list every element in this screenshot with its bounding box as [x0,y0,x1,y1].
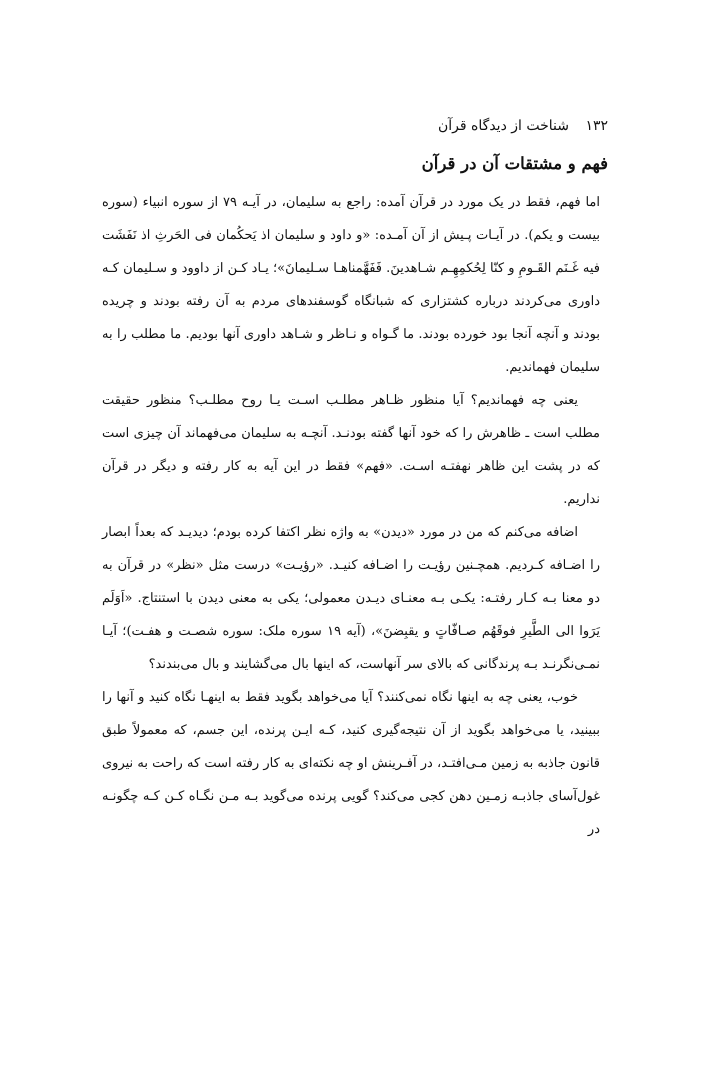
book-title: شناخت از دیدگاه قرآن [438,118,569,134]
paragraph-2: یعنی چه فهماندیم؟ آیا منظور ظـاهر مطلـب اسـت یـا روح مطلـب؟ منظور حقیقت مطلب است ـ ظاهرش را که خود آنها گفته بودنـد. آنچـه به سلیمان می‌فهماند آن چیزی است که در پشت این ظاهر نهفتـه اسـت. «فهم» فقط در این آیه به کار رفته و دیگر در قرآن نداریم. [102,393,600,507]
running-header [438,118,608,134]
body-text [102,186,600,846]
page-number: ۱۳۲ [585,118,608,134]
paragraph-3: اضافه می‌کنم که من در مورد «دیدن» به واژه نظر اکتفا کرده بودم؛ دیدیـد که بعداً ابصار را اضـافه کـردیم. همچـنین رؤیـت را اضـافه کنیـد. «رؤیـت» درست مثل «نظر» در قرآن به دو معنا بـه کـار رفتـه: یکـی بـه معنـای دیـدن معمولی؛ یکی به معنی دیدن با استنتاج. «اَوَلَم یَرَوا الی الطَّیرِ فوقَهُم صـافّاتٍ و یقبِضنَ»، (آیه ۱۹ سوره ملک: سوره شصـت و هفـت)؛ آیـا نمـی‌نگرنـد بـه پرندگانی که بالای سر آنهاست، که اینها بال می‌گشایند و بال می‌بندند؟ [102,525,600,672]
paragraph-4: خوب، یعنی چه به اینها نگاه نمی‌کنند؟ آیا می‌خواهد بگوید فقط به اینهـا نگاه کنید و آنها را ببینید، یا می‌خواهد بگوید از آن نتیجه‌گیری کنید، کـه ایـن پرنده، این جسم، که معمولاً طبق قانون جاذبه به زمین مـی‌افتـد، در آفـرینش او چه نکته‌ای به کار رفته است که راحت به نیروی غول‌آسای جاذبـه زمـین دهن کجی می‌کند؟ گویی پرنده می‌گوید بـه مـن نگـاه کـن کـه چگونـه در [102,690,600,837]
paragraph-1: اما فهم، فقط در یک مورد در قرآن آمده: راجع به سلیمان، در آیـه ۷۹ از سوره انبیاء (سوره بیست و یکم). در آیـات پـیش از آن آمـده: «و داود و سلیمان اذ یَحکُمان فی الحَرثِ اذ نَفَشَت فیه غَـنَم القَـومِ و کنّا لِحُکمِهِـم شـاهدینَ. فَفَهَّمناهـا سـلیمانَ»؛ یـاد کـن از داوود و سـلیمان کـه داوری می‌کردند درباره کشتزاری که شبانگاه گوسفندهای مردم به آن رفته بودند و چریده بودند و آنچه آنجا بود خورده بودند. ما گـواه و نـاظر و شـاهد داوری آنها بودیم. ما مطلب را به سلیمان فهماندیم. [102,195,600,375]
section-title: فهم و مشتقات آن در قرآن [421,154,608,173]
